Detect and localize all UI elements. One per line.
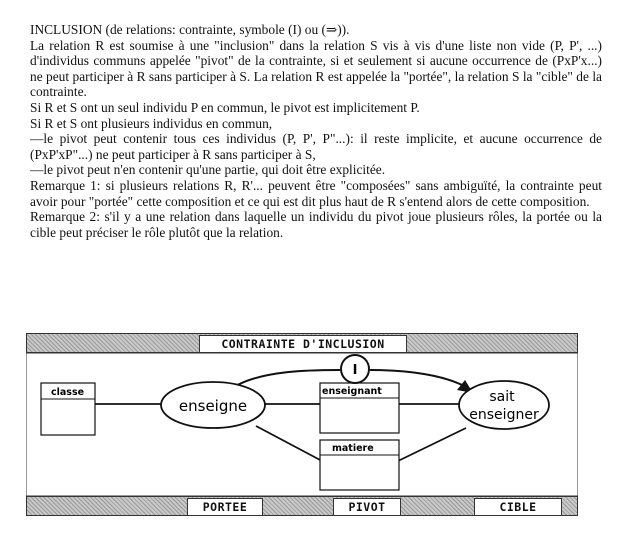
diagram-canvas — [26, 353, 578, 496]
footer-portee-label: PORTEE — [187, 498, 263, 516]
relation-enseigne — [161, 382, 265, 428]
entity-classe — [41, 383, 95, 435]
relation-enseigne-label: enseigne — [178, 397, 248, 415]
constraint-symbol-label: I — [352, 363, 358, 378]
relation-sait-enseigner — [459, 381, 549, 429]
text-block — [30, 22, 602, 240]
single-individual-paragraph: Si R et S ont un seul individu P en commun, le pivot est implicitement P. — [30, 99, 420, 115]
diagram-title: CONTRAINTE D'INCLUSION — [199, 335, 407, 353]
entity-matiere-label: matiere — [332, 443, 374, 454]
entity-enseignant-label: enseignant — [322, 386, 382, 397]
entity-classe-label: classe — [51, 387, 85, 398]
entity-matiere — [320, 440, 399, 490]
title-band — [26, 333, 578, 353]
multiple-individuals-paragraph: Si R et S ont plusieurs individus en commun, — [30, 115, 273, 131]
constraint-symbol — [341, 355, 369, 383]
footer-band — [26, 496, 578, 516]
relation-sait-enseigner-label-line2: enseigner — [469, 407, 539, 423]
entity-enseignant — [320, 383, 399, 433]
definition-paragraph: La relation R est soumise à une "inclusion" dans la relation S vis à vis d'une liste non vide (P, P', ...) d'individus communs appelée "pivot" de la contrainte, si et seulement si aucune occurrence de (PxP'x...) ne peut participer à R sans participer à S. La relation R est appelée la "portée", la relation S la "cible" de la contrainte. — [30, 37, 602, 100]
heading-paragraph: INCLUSION (de relations: contrainte, symbole (I) ou (⇒)). — [30, 22, 350, 37]
pivot-part-paragraph: —le pivot peut n'en contenir qu'une partie, qui doit être explicitée. — [30, 162, 386, 178]
footer-pivot-label: PIVOT — [333, 498, 401, 516]
pivot-all-paragraph: —le pivot peut contenir tous ces individus (P, P', P"...): il reste implicite, et aucune occurrence de (PxP'xP"...) ne peut participer à R sans participer à S, — [30, 131, 602, 162]
inclusion-diagram — [26, 333, 578, 516]
remark-1-paragraph: Remarque 1: si plusieurs relations R, R'... peuvent être "composées" sans ambiguïté, la contrainte peut avoir pour "portée" cette composition et ce qui est dit plus haut de R s'entend alors de cette composition. — [30, 177, 602, 209]
footer-cible-label: CIBLE — [474, 498, 562, 516]
remark-2-paragraph: Remarque 2: s'il y a une relation dans laquelle un individu du pivot joue plusieurs rôles, la portée ou la cible peut préciser le rôle plutôt que la relation. — [30, 209, 602, 240]
relation-sait-enseigner-label-line1: sait — [489, 389, 515, 405]
